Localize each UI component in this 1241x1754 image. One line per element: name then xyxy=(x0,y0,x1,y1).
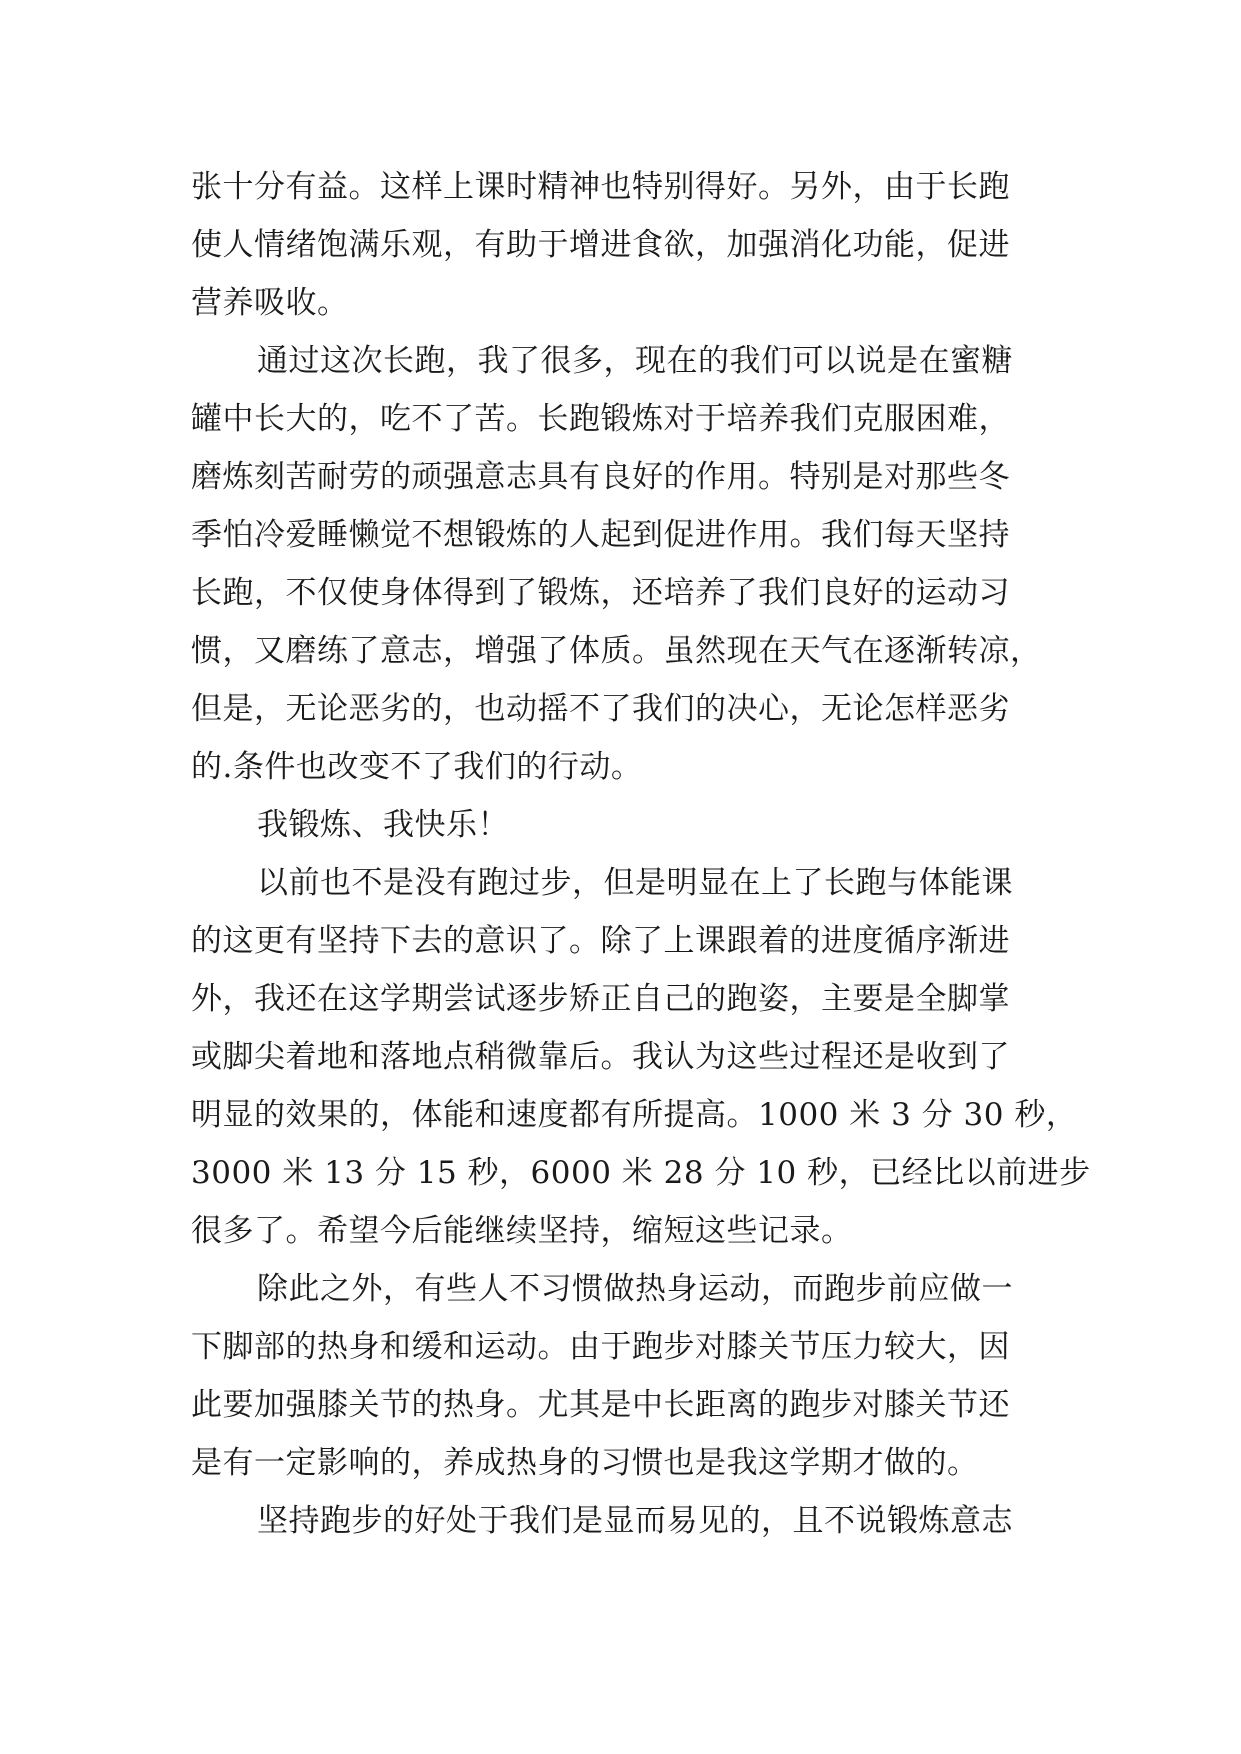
text-line: 外，我还在这学期尝试逐步矫正自己的跑姿，主要是全脚掌 xyxy=(191,981,1010,1017)
text-line: 是有一定影响的，养成热身的习惯也是我这学期才做的。 xyxy=(191,1445,979,1481)
text-line: 3000 米 13 分 15 秒，6000 米 28 分 10 秒，已经比以前进步 xyxy=(191,1155,1091,1191)
text-line: 或脚尖着地和落地点稍微靠后。我认为这些过程还是收到了 xyxy=(191,1039,1010,1075)
text-line: 明显的效果的，体能和速度都有所提高。1000 米 3 分 30 秒， xyxy=(191,1097,1078,1133)
section-heading: 我锻炼、我快乐！ xyxy=(257,807,509,843)
text-line: 磨炼刻苦耐劳的顽强意志具有良好的作用。特别是对那些冬 xyxy=(191,459,1010,495)
text-line: 坚持跑步的好处于我们是显而易见的，且不说锻炼意志 xyxy=(257,1503,1013,1539)
text-line: 以前也不是没有跑过步，但是明显在上了长跑与体能课 xyxy=(257,865,1013,901)
text-line: 但是，无论恶劣的，也动摇不了我们的决心，无论怎样恶劣 xyxy=(191,691,1010,727)
body-text xyxy=(191,158,1091,1550)
text-line: 惯，又磨练了意志，增强了体质。虽然现在天气在逐渐转凉， xyxy=(191,633,1042,669)
text-line: 长跑，不仅使身体得到了锻炼，还培养了我们良好的运动习 xyxy=(191,575,1010,611)
text-line: 下脚部的热身和缓和运动。由于跑步对膝关节压力较大，因 xyxy=(191,1329,1010,1365)
text-line: 的这更有坚持下去的意识了。除了上课跟着的进度循序渐进 xyxy=(191,923,1010,959)
text-line: 罐中长大的，吃不了苦。长跑锻炼对于培养我们克服困难， xyxy=(191,401,1010,437)
text-line: 张十分有益。这样上课时精神也特别得好。另外，由于长跑 xyxy=(191,169,1010,205)
text-line: 营养吸收。 xyxy=(191,285,349,321)
text-line: 季怕冷爱睡懒觉不想锻炼的人起到促进作用。我们每天坚持 xyxy=(191,517,1010,553)
text-line: 除此之外，有些人不习惯做热身运动，而跑步前应做一 xyxy=(257,1271,1013,1307)
text-line: 很多了。希望今后能继续坚持，缩短这些记录。 xyxy=(191,1213,853,1249)
text-line: 使人情绪饱满乐观，有助于增进食欲，加强消化功能，促进 xyxy=(191,227,1010,263)
text-line: 通过这次长跑，我了很多，现在的我们可以说是在蜜糖 xyxy=(257,343,1013,379)
text-line: 的.条件也改变不了我们的行动。 xyxy=(191,749,643,785)
text-line: 此要加强膝关节的热身。尤其是中长距离的跑步对膝关节还 xyxy=(191,1387,1010,1423)
